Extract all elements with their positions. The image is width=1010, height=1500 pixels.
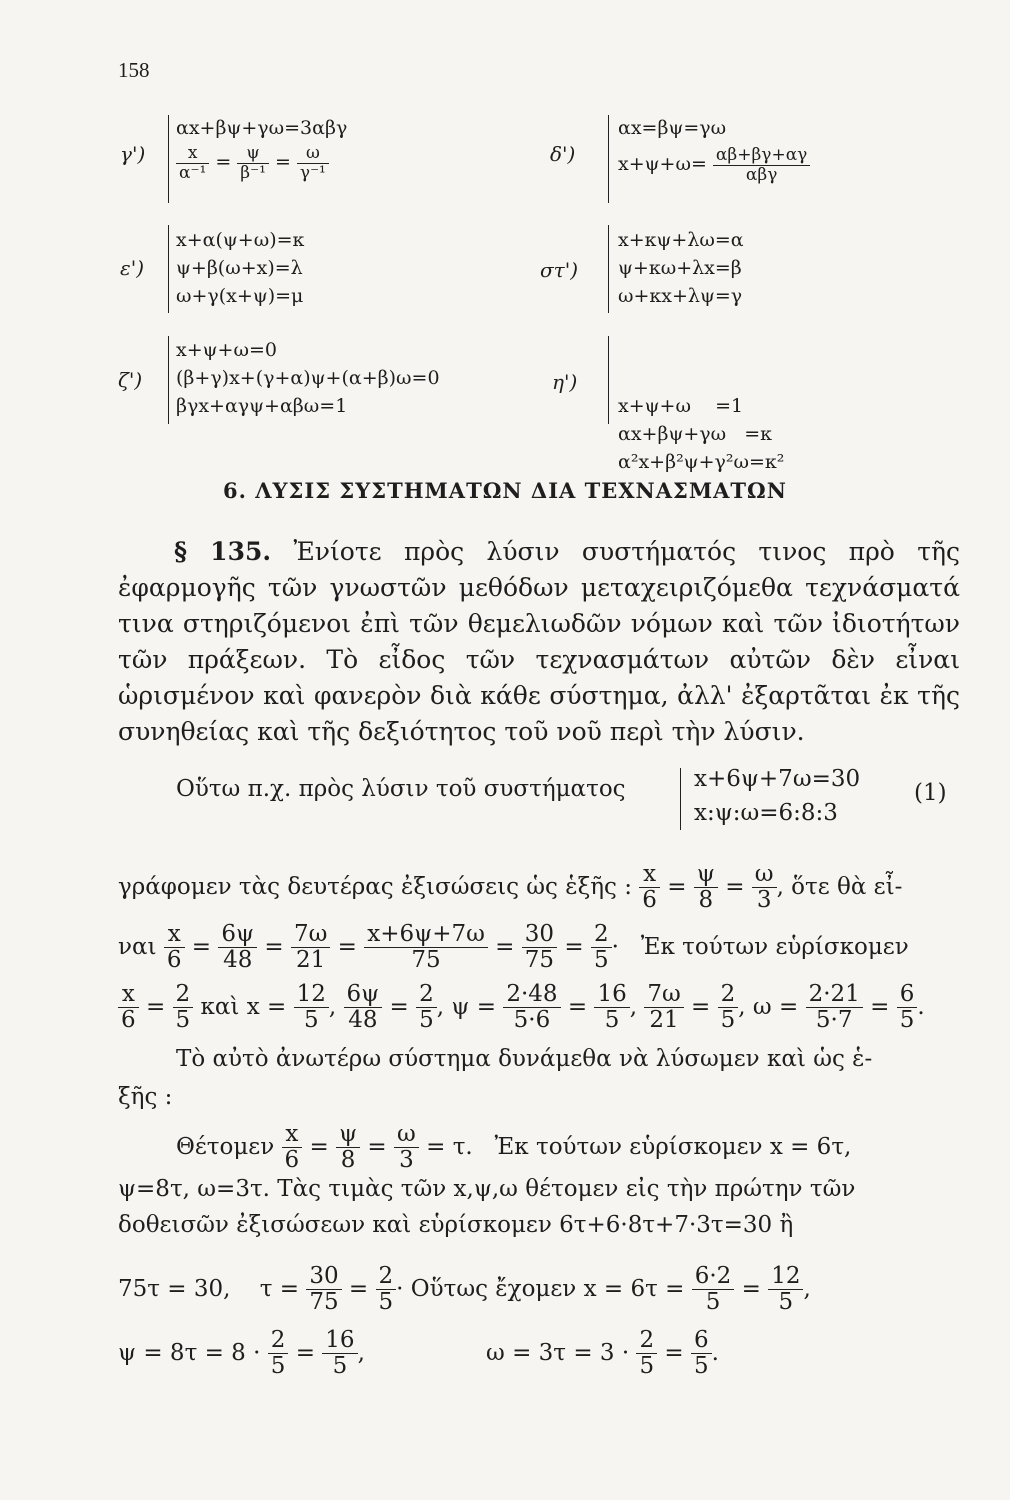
line-final-psi: ψ = 8τ = 8 · $\frac{2}{5}$ = $\frac{16}{5}$ , bbox=[118, 1327, 365, 1380]
system-label-zeta: ζ') bbox=[118, 368, 143, 392]
system-label-epsilon: ε') bbox=[120, 256, 145, 280]
brace bbox=[608, 225, 609, 313]
line-follows: ξῆς : bbox=[118, 1084, 173, 1110]
line-nai: ναι $\frac{x}{6}$ = $\frac{6\psi}{48}$ = $\frac{7\omega}{21}$ = $\frac{x+6\psi+7\omega}{75}$ = $\frac{30}{75}$ = $\frac{2}{5}$ · Ἐκ τούτων εὑρίσκομεν bbox=[118, 921, 909, 974]
system-label-eta: η') bbox=[552, 370, 578, 394]
system-zeta: x+ψ+ω=0 (β+γ)x+(γ+α)ψ+(α+β)ω=0 βγx+αγψ+αβω=1 bbox=[176, 339, 440, 417]
section-heading: 6. ΛΥΣΙΣ ΣΥΣΤΗΜΑΤΩΝ ΔΙΑ ΤΕΧΝΑΣΜΑΤΩΝ bbox=[223, 478, 787, 503]
line-set: Θέτομεν $\frac{x}{6}$ = $\frac{\psi}{8}$ = $\frac{\omega}{3}$ = τ. Ἐκ τούτων εὑρίσκομεν x = 6τ, bbox=[176, 1121, 852, 1174]
brace bbox=[168, 115, 169, 203]
page-number: 158 bbox=[118, 58, 150, 82]
paragraph-text: Ἐνίοτε πρὸς λύσιν συστήματός τινος πρὸ τῆς ἐφαρμογῆς τῶν γνωστῶν μεθόδων μεταχειριζόμεθα τεχνάσματά τινα στηριζόμενοι ἐπὶ τῶν θεμελιωδῶν νόμων καὶ τῶν ἰδιοτήτων τῶν πράξεων. Τὸ εἶδος τῶν τεχνασμάτων αὐτῶν δὲν εἶναι ὡρισμένον καὶ φανερὸν διὰ κάθε σύστημα, ἀλλ' ἐξαρτᾶται ἐκ τῆς συνηθείας καὶ τῆς δεξιότητος τοῦ νοῦ περὶ τὴν λύσιν. bbox=[118, 537, 961, 746]
brace bbox=[608, 336, 609, 424]
system-label-delta: δ') bbox=[550, 142, 576, 166]
example-system: x+6ψ+7ω=30 x:ψ:ω=6:8:3 bbox=[694, 766, 861, 826]
system-label-stigma: στ') bbox=[540, 258, 579, 282]
brace bbox=[608, 115, 609, 203]
brace bbox=[168, 336, 169, 424]
system-label-gamma: γ') bbox=[120, 142, 146, 166]
line-write: γράφομεν τὰς δευτέρας ἐξισώσεις ὡς ἑξῆς : $\frac{x}{6}$ = $\frac{\psi}{8}$ = $\frac{\omega}{3}$ , ὅτε θὰ εἶ- bbox=[118, 861, 903, 914]
section-number: § 135. bbox=[174, 537, 272, 566]
system-stigma: x+κψ+λω=α ψ+κω+λx=β ω+κx+λψ=γ bbox=[618, 229, 744, 307]
line-final-omega: ω = 3τ = 3 · $\frac{2}{5}$ = $\frac{6}{5}$ . bbox=[486, 1327, 719, 1380]
brace bbox=[168, 225, 169, 313]
brace bbox=[680, 768, 681, 830]
example-intro: Οὕτω π.χ. πρὸς λύσιν τοῦ συστήματος bbox=[176, 776, 626, 802]
line-tau: 75τ = 30, τ = $\frac{30}{75}$ = $\frac{2}{5}$ · Οὕτως ἔχομεν x = 6τ = $\frac{6\cdot 2}{5}$ = $\frac{12}{5}$ , bbox=[118, 1263, 811, 1316]
line-values: $\frac{x}{6}$ = $\frac{2}{5}$ καὶ x = $\frac{12}{5}$ , $\frac{6\psi}{48}$ = $\frac{2}{5}$ , ψ = $\frac{2\cdot 48}{5\cdot 6}$ = $\frac{16}{5}$ , $\frac{7\omega}{21}$ = $\frac{2}{5}$ , ω = $\frac{2\cdot 21}{5\cdot 7}$ = $\frac{6}{5}$ . bbox=[118, 982, 925, 1034]
system-gamma: αx+βψ+γω=3αβγ $\frac{x}{\text{α⁻¹}}$ = $\frac{\psi}{\text{β⁻¹}}$ = $\frac{\omega}{\text{γ⁻¹}}$ bbox=[176, 117, 348, 183]
system-epsilon: x+α(ψ+ω)=κ ψ+β(ω+x)=λ ω+γ(x+ψ)=μ bbox=[176, 229, 305, 307]
system-delta: αx=βψ=γω x+ψ+ω= αβ+βγ+αγ αβγ bbox=[618, 114, 810, 184]
line-given: δοθεισῶν ἐξισώσεων καὶ εὑρίσκομεν 6τ+6·8τ+7·3τ=30 ἢ bbox=[118, 1212, 794, 1238]
line-same: Τὸ αὐτὸ ἀνωτέρω σύστημα δυνάμεθα νὰ λύσωμεν καὶ ὡς ἑ- bbox=[176, 1046, 873, 1072]
example-tag: (1) bbox=[914, 780, 947, 806]
line-psi: ψ=8τ, ω=3τ. Τὰς τιμὰς τῶν x,ψ,ω θέτομεν εἰς τὴν πρώτην τῶν bbox=[118, 1176, 856, 1202]
paragraph bbox=[118, 534, 960, 750]
system-eta: x+ψ+ω =1 αx+βψ+γω =κ α²x+β²ψ+γ²ω=κ² bbox=[618, 395, 785, 473]
